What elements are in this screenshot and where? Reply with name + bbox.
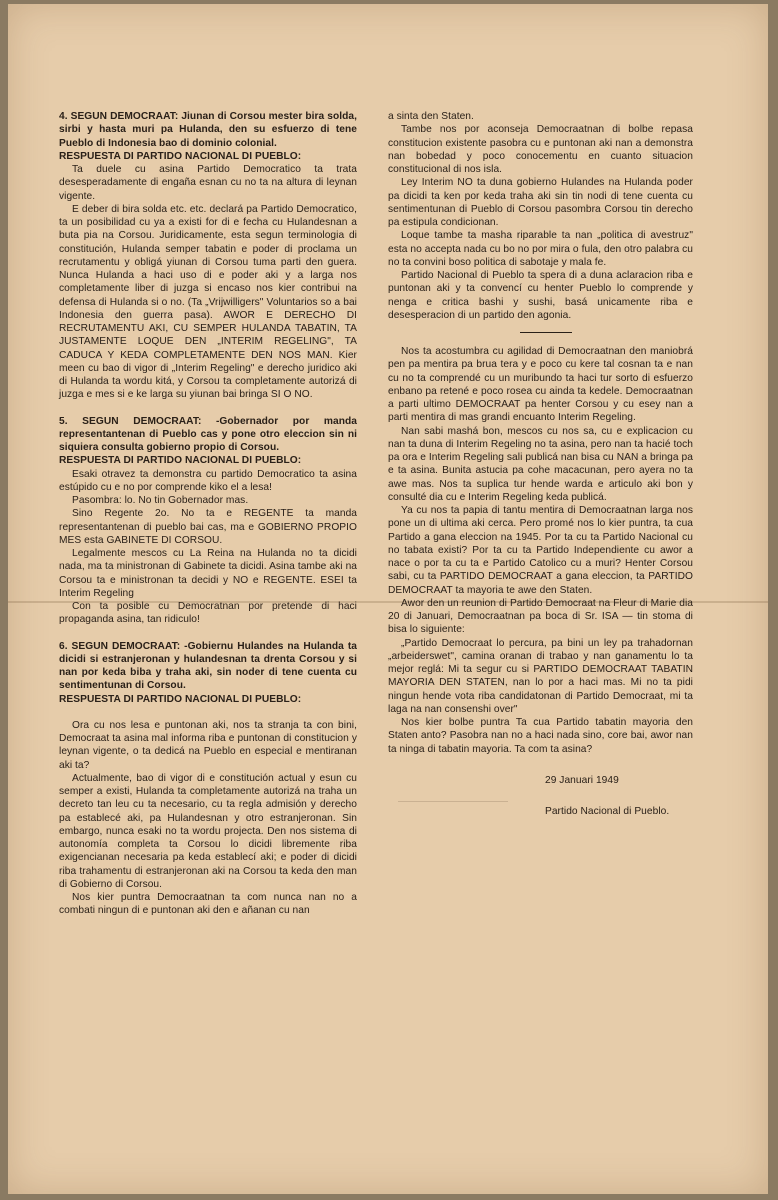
paragraph: Pasombra: lo. No tin Gobernador mas.	[72, 495, 249, 506]
document-page	[8, 4, 768, 1194]
quote-paragraph: „Partido Democraat lo percura, pa bini un ley pa trahadornan „arbeiderswet", camina oranan di trabao y nan ganamentu lo ta mejor reglá: Mi ta segur cu si PARTIDO DEMOCRAAT TABATIN MAYORIA DEN STATEN, nan lo por a haci mas. Mi no ta pidi ningun hende vota riba candidatonan di Partido Democraat, mi ta laga na nan consenshi over"	[388, 637, 693, 715]
section-divider	[520, 332, 572, 333]
paragraph: Tambe nos por aconseja Democraatnan di bolbe repasa constitucion existente pasobra cu e puntonan aki nan a demonstra nan bobedad y poco conocementu en cuanto situacion constitucional di nos isla.	[388, 124, 693, 175]
paragraph: Actualmente, bao di vigor di e constitución actual y esun cu semper a existi, Hulanda ta completamente autorizá na traha un decreto tan leu cu ta necesario, cu ta regla admisión y derecho pa establecé aki, pa Hulandesnan y otro estranjeronan. Sin embargo, nunca esaki no ta wordu projecta. Den nos sistema di autonomía completa ta Corsou lo dicidi libremente riba exigencianan necesaria pa keda establecí aki; e poder di dicidi riba trahamentu di estranjeronan aki na Corsou ta keda den man di Gobierno di Corsou.	[59, 772, 357, 890]
paragraph: E deber di bira solda etc. etc. declará pa Partido Democratico, ta un posibilidad cu ya a existi for di e fecha cu Hulandesnan a buta pia na Corsou. Juridicamente, esta segun terminologia di constitución, Hulanda semper tabatin e poder di proclama un recrutamentu y obligá yiunan di Corsou tuma parti den guera. Nunca Hulanda a haci uso di e poder aki y a larga nos completamente liber di juzga si encaso nos kier contribui na defensa di Hulanda si o no. (Ta „Vrijwilligers" Voluntarios so a bai Indonesia den guerra pasa). AWOR E DERECHO DI RECRUTAMENTU AKI, CU SEMPER HULANDA TABATIN, TA JUSTAMENTE LOQUE DEN „INTERIM REGELING", TA CADUCA Y KEDA COMPLETAMENTE DEN NOS MAN. Kier meen cu bao di vigor di „Interim Regeling" e derecho juridico aki di Hulanda ta wordu kitá, y Corsou ta completamente autorizá di juzga e mes si e ke larga su yiunan bai bringa SI O NO.	[59, 203, 357, 401]
signature: Partido Nacional di Pueblo.	[545, 806, 670, 817]
paragraph: Legalmente mescos cu La Reina na Hulanda no ta dicidi nada, ma ta ministronan di Gabinete ta dicidi. Asina tambe aki na Corsou ta e ministronan ta decidi y NO e REGENTE. ESEI ta Interim Regeling	[59, 548, 357, 599]
paragraph: Nos ta acostumbra cu agilidad di Democraatnan den maniobrá pen pa mentira pa brua tera y e poco cu kere tal cosnan ta e nan cu no ta comprendé cu un muribundo ta haci tur sorto di esfuerzo enbano pa retené e poco rosea cu ainda ta kedele. Democraatnan a parti ultimo DEMOCRAAT pa henter Corsou y cu esey nan a parti mentira di mas grandi encuanto Interim Regeling.	[388, 346, 693, 424]
paragraph: Ta duele cu asina Partido Democratico ta trata desesperadamente di engaña esnan cu no ta na altura di leynan vigente.	[59, 164, 357, 202]
section-4-heading: 4. SEGUN DEMOCRAAT: Jiunan di Corsou mester bira solda, sirbi y hasta muri pa Hulanda, den su esfuerzo di tene Pueblo di Indonesia bao di dominio colonial.	[59, 111, 357, 149]
paragraph: Nan sabi mashá bon, mescos cu nos sa, cu e explicacion cu nan ta duna di Interim Regeling no ta asina, pero nan ta hacié toch pa ora e Interim Regeling sali publicá nan bisa cu NAN a bringa pa e ta asina. Bunita astucia pa cohe macacunan, pero ayera no ta awe mas. Nos ta suplica tur hende warda e articulo aki bon y consulté dia cu e Interim Regeling keda publicá.	[388, 425, 693, 503]
paragraph: Esaki otravez ta demonstra cu partido Democratico ta asina estúpido cu e no por comprende kiko el a lesa!	[59, 468, 357, 493]
paragraph: Sino Regente 2o. No ta e REGENTE ta manda representantenan di pueblo bai cas, ma e GOBIERNO PROPIO MES esta GABINETE DI CORSOU.	[59, 508, 357, 546]
paragraph: a sinta den Staten.	[388, 111, 474, 122]
faint-line	[398, 801, 508, 802]
section-6-response-heading: RESPUESTA DI PARTIDO NACIONAL DI PUEBLO:	[59, 693, 302, 705]
paragraph: Ora cu nos lesa e puntonan aki, nos ta stranja ta con bini, Democraat ta asina mal informa riba e puntonan di constitucion y leynan vigente, o ta dedicá na Pueblo en especial e mentiranan aki ta?	[59, 719, 357, 771]
section-5-response-heading: RESPUESTA DI PARTIDO NACIONAL DI PUEBLO:	[59, 455, 302, 467]
section-6-heading: 6. SEGUN DEMOCRAAT: -Gobiernu Hulandes na Hulanda ta dicidi si estranjeronan y hulandesnan ta drenta Corsou y si nan por keda biba y traha aki, sin noder di tene cuenta cu sentimentunan di Corsou.	[59, 640, 357, 692]
document-date: 29 Januari 1949	[545, 774, 619, 786]
left-column	[59, 110, 357, 918]
section-4-response-heading: RESPUESTA DI PARTIDO NACIONAL DI PUEBLO:	[59, 150, 302, 162]
paragraph: Nos kier puntra Democraatnan ta com nunca nan no a combati ningun di e puntonan aki den e añanan cu nan	[59, 892, 357, 917]
right-column	[388, 110, 693, 818]
paragraph: Ya cu nos ta papia di tantu mentira di Democraatnan larga nos pone un di ultima aki cerca. Pero promé nos lo kier puntra, ta cua Partido a gana eleccion na 1945. Por ta cu ta Partido Nacional cu no tabata existi? Por ta cu ta Partido Independiente cu awor a nace o por ta cu ta e Partido Catolico cu a muri? Henter Corsou sabi, cu ta PARTIDO DEMOCRAAT a gana eleccion, ta PARTIDO DEMOCRAAT ta mayoria te awe den Staten.	[388, 505, 693, 596]
section-5-heading: 5. SEGUN DEMOCRAAT: -Gobernador por manda representantenan di Pueblo cas y pone otro eleccion sin ni siquiera consulta gobierno propio di Corsou.	[59, 415, 357, 453]
paragraph: Ley Interim NO ta duna gobierno Hulandes na Hulanda poder pa dicidi ta ken por keda traha aki sin tin nodi di tene cuenta cu sentimentunan di Pueblo di Corsou pasombra Corsou tin derecho pa estipula condicionan.	[388, 177, 693, 228]
paragraph: Con ta posible cu Democratnan por pretende di haci propaganda asina, tan ridiculo!	[59, 601, 357, 626]
paragraph: Nos kier bolbe puntra Ta cua Partido tabatin mayoria den Staten anto? Pasobra nan no a haci nada sino, core bai, awor nan ta ninga di tabatin mayoria. Ta com ta asina?	[388, 717, 693, 755]
paragraph: Partido Nacional di Pueblo ta spera di a duna aclaracion riba e puntonan aki y ta convencí cu henter Pueblo lo comprende y nenga e critica bashi y sushi, basá unicamente riba e desesperacion di un partido den agonia.	[388, 270, 693, 321]
paragraph: Awor den un reunion di Partido Democraat na Fleur di Marie dia 20 di Januari, Democraatnan pa boca di Sr. ISA — tin stoma di bisa lo siguiente:	[388, 597, 693, 636]
paragraph: Loque tambe ta masha riparable ta nan „politica di avestruz" esta no accepta nada cu bo no por mira o fula, den otro palabra cu no ta convini boso politica di sabotaje y mala fe.	[388, 230, 693, 268]
